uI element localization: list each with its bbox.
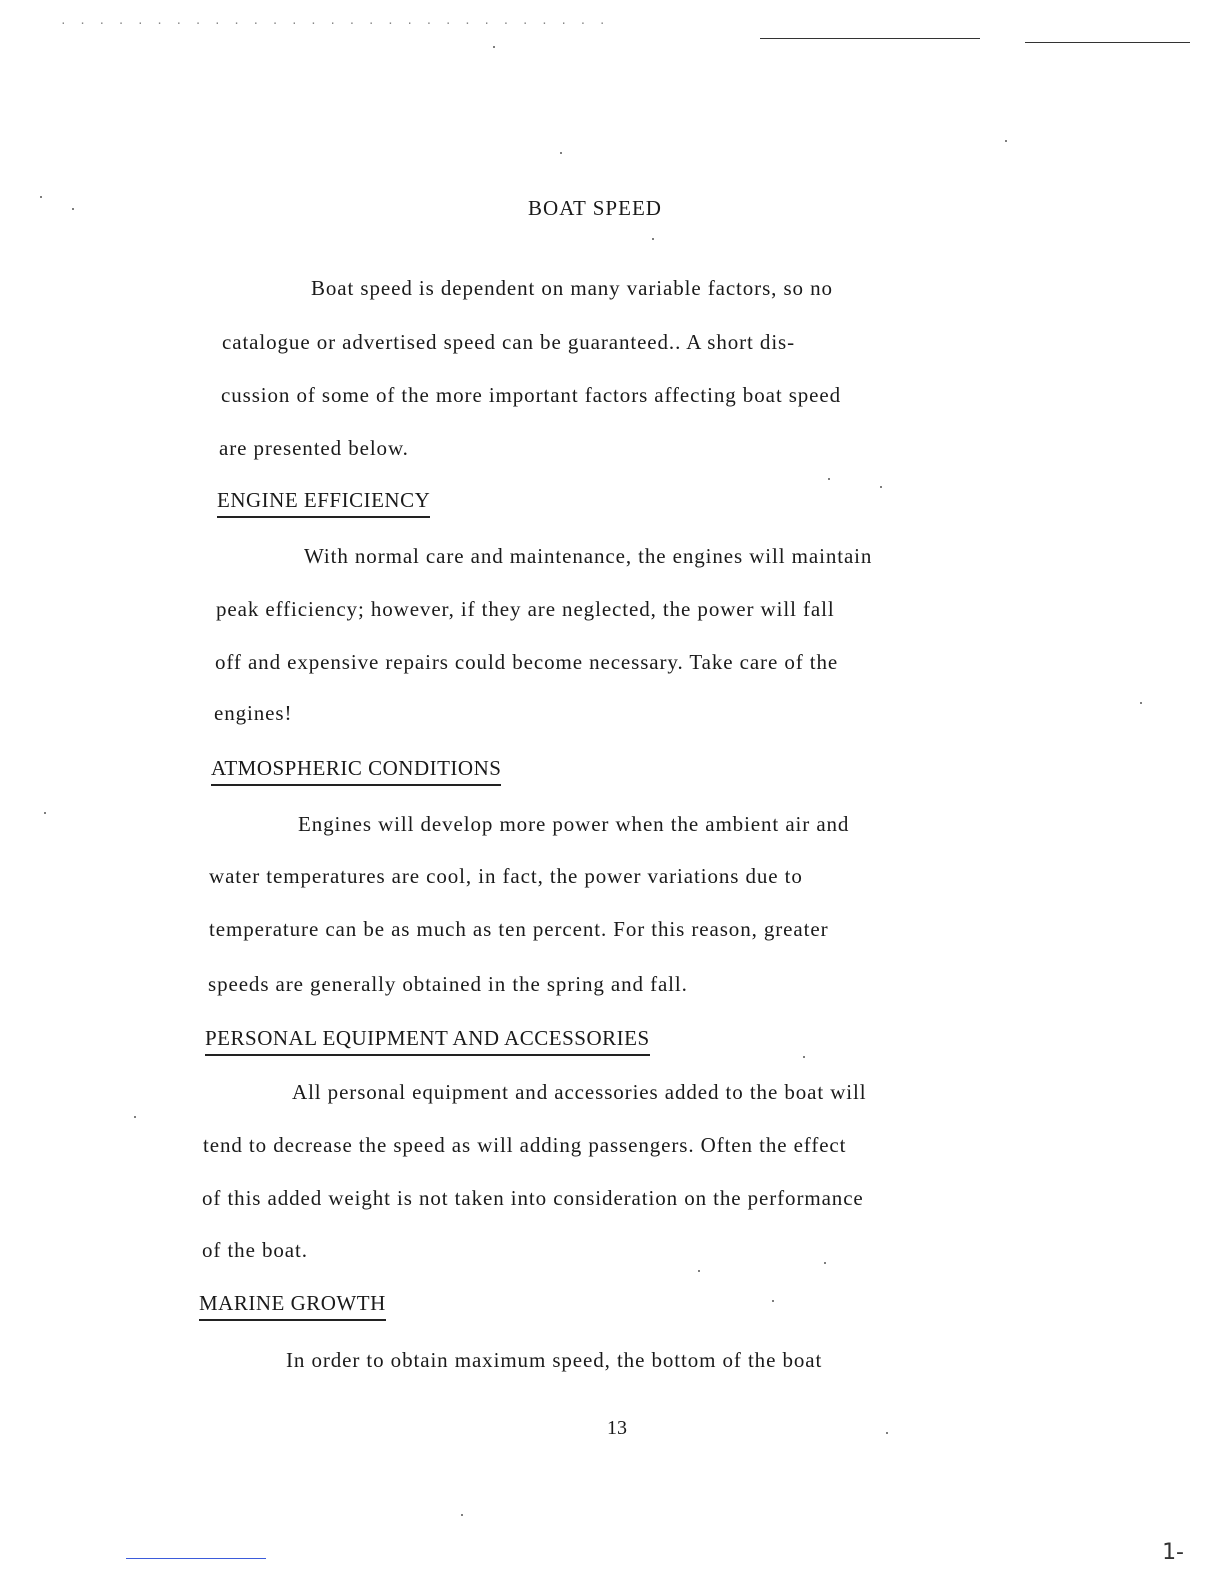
page-title: BOAT SPEED [528, 196, 662, 220]
scan-line [760, 38, 980, 39]
scan-speck [824, 1262, 826, 1264]
footer-rule [126, 1558, 266, 1559]
scan-speck [134, 1116, 136, 1118]
intro-line: catalogue or advertised speed can be guaranteed.. A short dis- [222, 330, 796, 354]
section-heading-personal-equipment: PERSONAL EQUIPMENT AND ACCESSORIES [205, 1026, 650, 1056]
scan-speck [828, 478, 830, 480]
scan-noise: . . . . . . . . . . . . . . . . . . . . . . . . . . . . . [60, 14, 609, 27]
paragraph-line: temperature can be as much as ten percent. For this reason, greater [209, 917, 829, 941]
scan-speck [560, 152, 562, 154]
paragraph-line: peak efficiency; however, if they are neglected, the power will fall [216, 597, 835, 621]
section-heading-engine-efficiency: ENGINE EFFICIENCY [217, 488, 430, 518]
scan-speck [493, 46, 495, 48]
scan-speck [772, 1300, 774, 1302]
scan-speck [880, 486, 882, 488]
corner-mark: 1- [1162, 1540, 1184, 1565]
scan-speck [461, 1514, 463, 1516]
scan-speck [652, 238, 654, 240]
intro-line: are presented below. [219, 436, 409, 460]
scan-line [1025, 42, 1190, 43]
intro-line: cussion of some of the more important factors affecting boat speed [221, 383, 842, 407]
paragraph-line: tend to decrease the speed as will adding passengers. Often the effect [203, 1133, 847, 1157]
scan-speck [44, 812, 46, 814]
scan-speck [698, 1270, 700, 1272]
scan-speck [803, 1056, 805, 1058]
paragraph-line: With normal care and maintenance, the engines will maintain [304, 544, 873, 568]
paragraph-line: All personal equipment and accessories added to the boat will [292, 1080, 867, 1104]
paragraph-line: In order to obtain maximum speed, the bottom of the boat [286, 1348, 823, 1372]
paragraph-line: engines! [214, 701, 293, 725]
intro-line: Boat speed is dependent on many variable factors, so no [311, 276, 833, 300]
paragraph-line: Engines will develop more power when the ambient air and [298, 812, 850, 836]
section-heading-atmospheric-conditions: ATMOSPHERIC CONDITIONS [211, 756, 501, 786]
paragraph-line: water temperatures are cool, in fact, the power variations due to [209, 864, 803, 888]
paragraph-line: of this added weight is not taken into consideration on the performance [202, 1186, 864, 1210]
paragraph-line: speeds are generally obtained in the spring and fall. [208, 972, 688, 996]
section-heading-marine-growth: MARINE GROWTH [199, 1291, 386, 1321]
scan-speck [1140, 702, 1142, 704]
scan-speck [1005, 140, 1007, 142]
page-number: 13 [607, 1417, 627, 1439]
paragraph-line: of the boat. [202, 1238, 308, 1262]
paragraph-line: off and expensive repairs could become necessary. Take care of the [215, 650, 839, 674]
